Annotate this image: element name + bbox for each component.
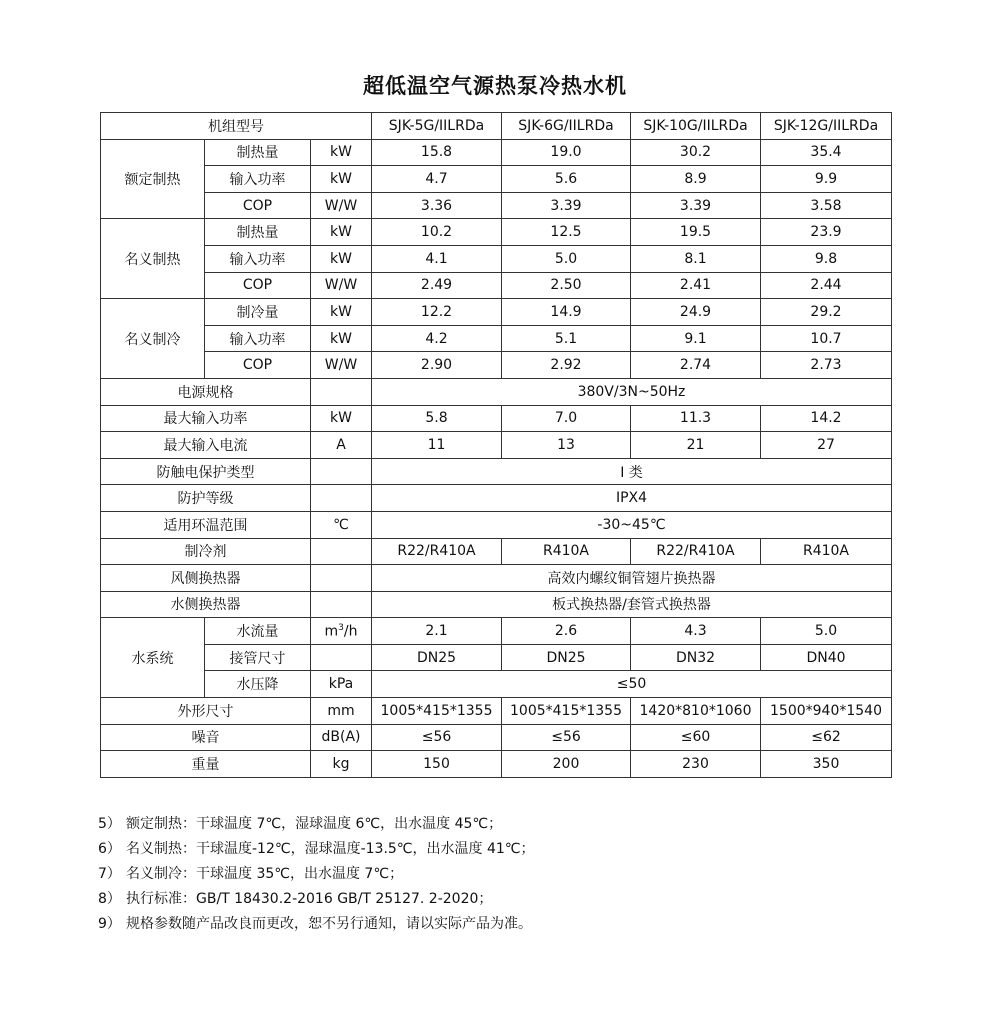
value-cell: ≤62 xyxy=(761,724,892,751)
value-cell: 2.1 xyxy=(372,618,502,645)
row-unit xyxy=(311,538,372,565)
value-cell: 5.1 xyxy=(502,325,631,352)
value-cell: 11 xyxy=(372,432,502,459)
value-cell: 2.90 xyxy=(372,352,502,379)
row-name: 最大输入功率 xyxy=(101,405,311,432)
value-cell: ≤56 xyxy=(372,724,502,751)
value-cell: 2.41 xyxy=(631,272,761,299)
row-name: 水压降 xyxy=(205,671,311,698)
note-number: 8） xyxy=(98,891,121,907)
value-cell: 9.1 xyxy=(631,325,761,352)
row-unit xyxy=(311,458,372,485)
value-cell: DN25 xyxy=(502,644,631,671)
value-cell: 4.3 xyxy=(631,618,761,645)
note-text: 规格参数随产品改良而更改，恕不另行通知，请以实际产品为准。 xyxy=(126,916,532,932)
row-unit: kW xyxy=(311,245,372,272)
value-cell: 10.7 xyxy=(761,325,892,352)
row-unit: W/W xyxy=(311,192,372,219)
value-cell: 350 xyxy=(761,751,892,778)
value-cell: 3.36 xyxy=(372,192,502,219)
group-label: 名义制冷 xyxy=(101,299,205,379)
row-name: 制热量 xyxy=(205,219,311,246)
value-cell: ≤56 xyxy=(502,724,631,751)
table-row xyxy=(101,272,892,299)
value-cell: 12.2 xyxy=(372,299,502,326)
note-number: 7） xyxy=(98,866,121,882)
row-unit: W/W xyxy=(311,352,372,379)
row-name: 防护等级 xyxy=(101,485,311,512)
row-unit: kW xyxy=(311,219,372,246)
value-cell: 7.0 xyxy=(502,405,631,432)
value-cell: 9.8 xyxy=(761,245,892,272)
value-cell: 5.0 xyxy=(502,245,631,272)
value-cell: 2.92 xyxy=(502,352,631,379)
table-row xyxy=(101,511,892,538)
value-cell: 380V/3N~50Hz xyxy=(372,378,892,405)
value-cell: 12.5 xyxy=(502,219,631,246)
value-cell: 14.9 xyxy=(502,299,631,326)
value-cell: 10.2 xyxy=(372,219,502,246)
value-cell: 2.44 xyxy=(761,272,892,299)
row-name: 噪音 xyxy=(101,724,311,751)
value-cell: 4.7 xyxy=(372,166,502,193)
note-number: 9） xyxy=(98,916,121,932)
note-item xyxy=(98,837,535,862)
row-unit: kg xyxy=(311,751,372,778)
value-cell: 19.0 xyxy=(502,139,631,166)
row-unit xyxy=(311,378,372,405)
value-cell: 230 xyxy=(631,751,761,778)
value-cell: 高效内螺纹铜管翅片换热器 xyxy=(372,565,892,592)
model-cell: SJK-12G/IILRDa xyxy=(761,113,892,140)
table-row xyxy=(101,299,892,326)
row-unit: ℃ xyxy=(311,511,372,538)
table-row xyxy=(101,245,892,272)
row-unit xyxy=(311,485,372,512)
row-name: 接管尺寸 xyxy=(205,644,311,671)
note-item xyxy=(98,812,535,837)
note-text: 执行标准：GB/T 18430.2-2016 GB/T 25127. 2-2020； xyxy=(126,891,493,907)
header-label: 机组型号 xyxy=(101,113,372,140)
value-cell: 8.1 xyxy=(631,245,761,272)
model-cell: SJK-6G/IILRDa xyxy=(502,113,631,140)
table-row xyxy=(101,432,892,459)
row-unit xyxy=(311,618,372,645)
table-row xyxy=(101,565,892,592)
row-name: 风侧换热器 xyxy=(101,565,311,592)
value-cell: DN40 xyxy=(761,644,892,671)
row-name: 输入功率 xyxy=(205,325,311,352)
row-name: 外形尺寸 xyxy=(101,698,311,725)
unit-sup: 3 xyxy=(338,622,344,633)
value-cell: 8.9 xyxy=(631,166,761,193)
row-unit: kW xyxy=(311,405,372,432)
table-row xyxy=(101,618,892,645)
row-name: COP xyxy=(205,272,311,299)
value-cell: 200 xyxy=(502,751,631,778)
table-row xyxy=(101,724,892,751)
value-cell: 3.39 xyxy=(502,192,631,219)
row-name: COP xyxy=(205,352,311,379)
value-cell: R22/R410A xyxy=(372,538,502,565)
value-cell: 1420*810*1060 xyxy=(631,698,761,725)
table-row xyxy=(101,139,892,166)
value-cell: 24.9 xyxy=(631,299,761,326)
note-item xyxy=(98,862,535,887)
table-row xyxy=(101,644,892,671)
row-name: 制热量 xyxy=(205,139,311,166)
value-cell: 2.49 xyxy=(372,272,502,299)
value-cell: 5.6 xyxy=(502,166,631,193)
row-name: COP xyxy=(205,192,311,219)
row-unit: kW xyxy=(311,139,372,166)
value-cell: 1005*415*1355 xyxy=(372,698,502,725)
row-unit: A xyxy=(311,432,372,459)
row-unit xyxy=(311,565,372,592)
value-cell: 9.9 xyxy=(761,166,892,193)
row-unit: mm xyxy=(311,698,372,725)
row-unit: kW xyxy=(311,325,372,352)
table-row xyxy=(101,405,892,432)
value-cell: 2.6 xyxy=(502,618,631,645)
value-cell: 19.5 xyxy=(631,219,761,246)
row-unit: kPa xyxy=(311,671,372,698)
group-label: 额定制热 xyxy=(101,139,205,219)
note-text: 名义制热：干球温度-12℃，湿球温度-13.5℃，出水温度 41℃； xyxy=(126,841,535,857)
row-name: 电源规格 xyxy=(101,378,311,405)
table-row xyxy=(101,325,892,352)
table-row xyxy=(101,192,892,219)
table-row xyxy=(101,166,892,193)
value-cell: I 类 xyxy=(372,458,892,485)
value-cell: R410A xyxy=(761,538,892,565)
group-label: 水系统 xyxy=(101,618,205,698)
value-cell: DN32 xyxy=(631,644,761,671)
row-unit xyxy=(311,644,372,671)
table-row xyxy=(101,458,892,485)
value-cell: DN25 xyxy=(372,644,502,671)
value-cell: 2.73 xyxy=(761,352,892,379)
row-unit: dB(A) xyxy=(311,724,372,751)
table-row xyxy=(101,485,892,512)
value-cell: 27 xyxy=(761,432,892,459)
table-row-model xyxy=(101,113,892,140)
row-name: 输入功率 xyxy=(205,245,311,272)
row-name: 水流量 xyxy=(205,618,311,645)
value-cell: 1500*940*1540 xyxy=(761,698,892,725)
table-row xyxy=(101,219,892,246)
row-unit xyxy=(311,591,372,618)
table-row xyxy=(101,751,892,778)
row-unit: kW xyxy=(311,299,372,326)
group-label: 名义制热 xyxy=(101,219,205,299)
value-cell: 35.4 xyxy=(761,139,892,166)
value-cell: ≤60 xyxy=(631,724,761,751)
value-cell: 13 xyxy=(502,432,631,459)
value-cell: 3.39 xyxy=(631,192,761,219)
unit-tail: /h xyxy=(343,623,358,640)
value-cell: 5.0 xyxy=(761,618,892,645)
value-cell: 14.2 xyxy=(761,405,892,432)
value-cell: R410A xyxy=(502,538,631,565)
value-cell: 4.2 xyxy=(372,325,502,352)
notes-list xyxy=(98,812,535,937)
note-item xyxy=(98,887,535,912)
value-cell: 1005*415*1355 xyxy=(502,698,631,725)
row-name: 制冷剂 xyxy=(101,538,311,565)
row-name: 输入功率 xyxy=(205,166,311,193)
table-row xyxy=(101,378,892,405)
note-number: 5） xyxy=(98,816,121,832)
spec-table xyxy=(100,112,892,778)
table-row xyxy=(101,591,892,618)
value-cell: 板式换热器/套管式换热器 xyxy=(372,591,892,618)
value-cell: -30~45℃ xyxy=(372,511,892,538)
model-cell: SJK-5G/IILRDa xyxy=(372,113,502,140)
value-cell: 30.2 xyxy=(631,139,761,166)
note-text: 名义制冷：干球温度 35℃，出水温度 7℃； xyxy=(126,866,404,882)
row-unit: W/W xyxy=(311,272,372,299)
value-cell: R22/R410A xyxy=(631,538,761,565)
row-name: 适用环温范围 xyxy=(101,511,311,538)
value-cell: 150 xyxy=(372,751,502,778)
table-row xyxy=(101,538,892,565)
value-cell: 21 xyxy=(631,432,761,459)
model-cell: SJK-10G/IILRDa xyxy=(631,113,761,140)
row-unit: kW xyxy=(311,166,372,193)
table-row xyxy=(101,698,892,725)
value-cell: 11.3 xyxy=(631,405,761,432)
value-cell: 29.2 xyxy=(761,299,892,326)
note-text: 额定制热：干球温度 7℃，湿球温度 6℃，出水温度 45℃； xyxy=(126,816,503,832)
row-name: 防触电保护类型 xyxy=(101,458,311,485)
row-name: 制冷量 xyxy=(205,299,311,326)
row-name: 重量 xyxy=(101,751,311,778)
row-name: 水侧换热器 xyxy=(101,591,311,618)
value-cell: 2.74 xyxy=(631,352,761,379)
unit-base: m xyxy=(324,623,339,640)
value-cell: IPX4 xyxy=(372,485,892,512)
value-cell: 5.8 xyxy=(372,405,502,432)
note-number: 6） xyxy=(98,841,121,857)
value-cell: 4.1 xyxy=(372,245,502,272)
value-cell: 2.50 xyxy=(502,272,631,299)
value-cell: 3.58 xyxy=(761,192,892,219)
value-cell: ≤50 xyxy=(372,671,892,698)
row-name: 最大输入电流 xyxy=(101,432,311,459)
table-row xyxy=(101,352,892,379)
table-row xyxy=(101,671,892,698)
note-item xyxy=(98,912,535,937)
page-title: 超低温空气源热泵冷热水机 xyxy=(363,74,627,98)
value-cell: 23.9 xyxy=(761,219,892,246)
value-cell: 15.8 xyxy=(372,139,502,166)
